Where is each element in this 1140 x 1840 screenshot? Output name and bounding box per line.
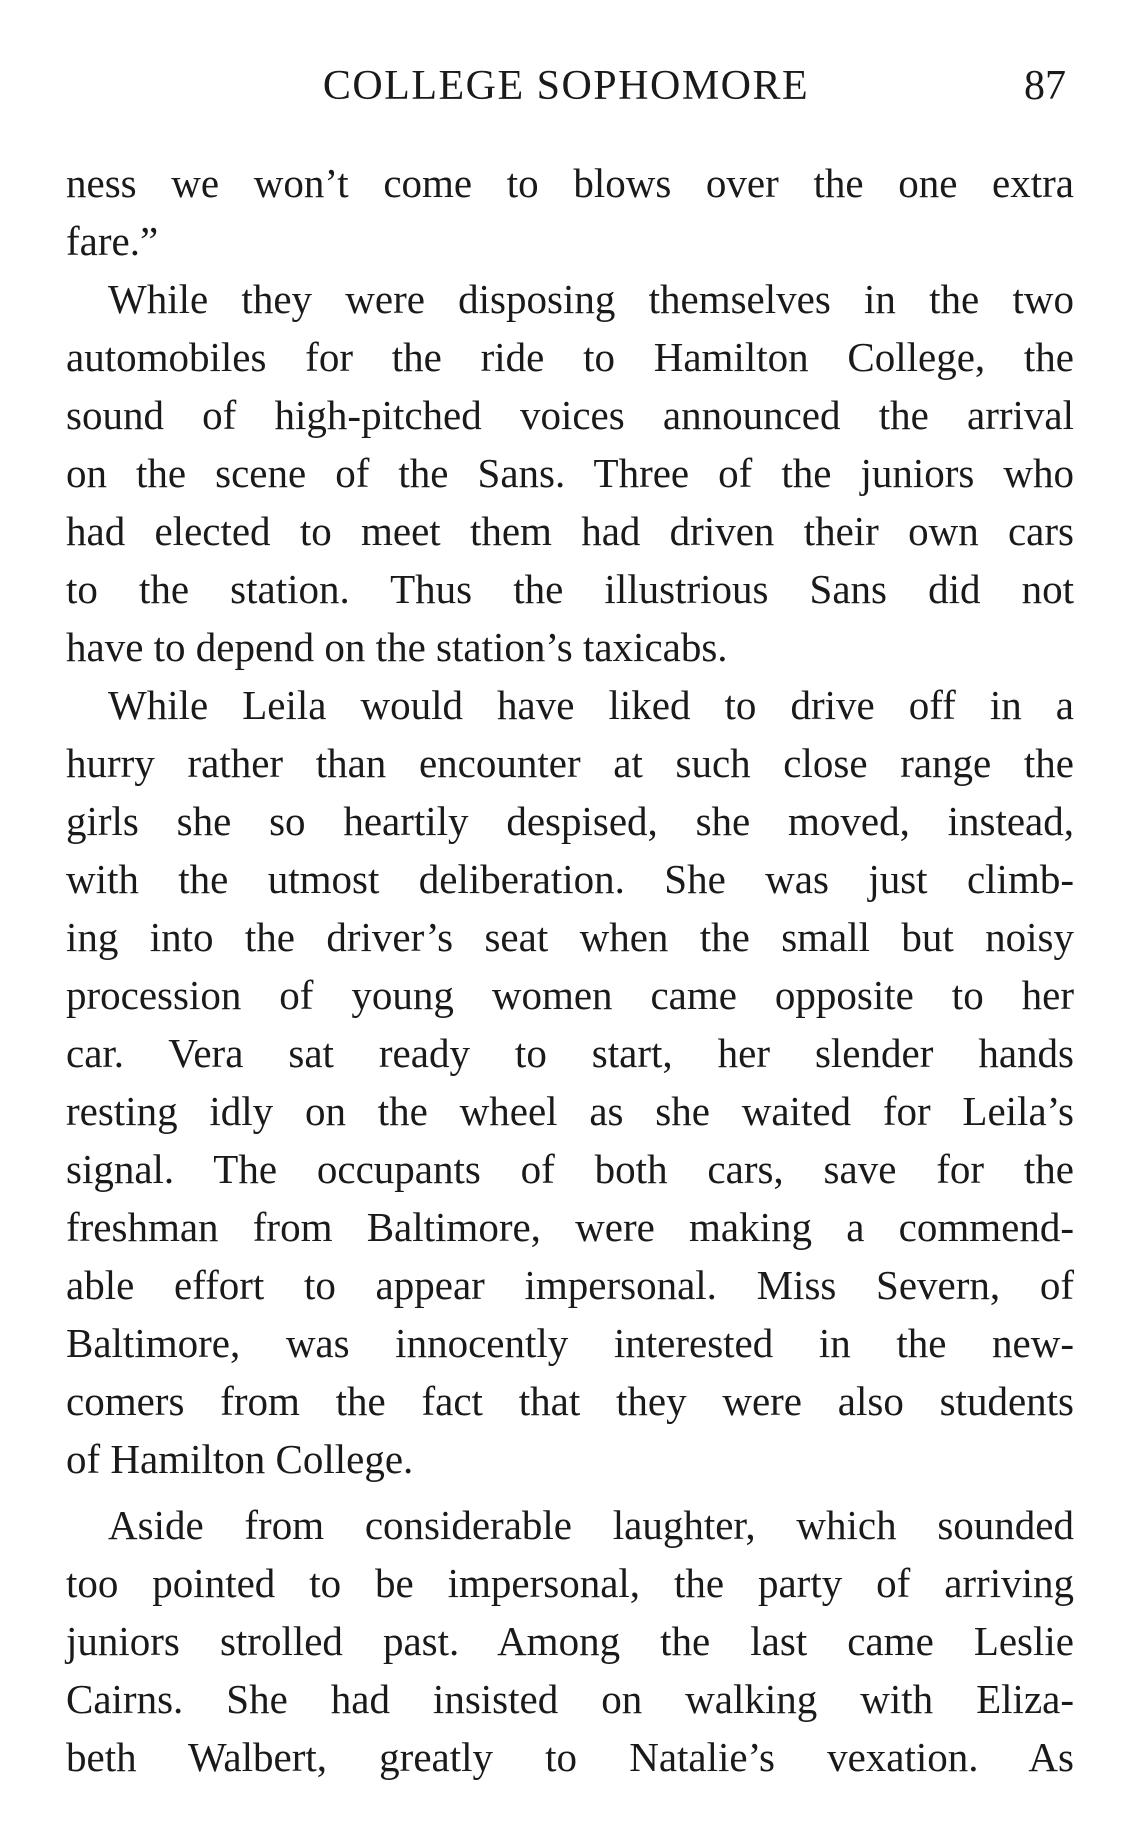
text-line: sound of high-pitched voices announced the arrival xyxy=(66,392,1074,438)
text-line: Baltimore, was innocently interested in the new- xyxy=(66,1320,1074,1366)
text-line: to the station. Thus the illustrious Sans did not xyxy=(66,566,1074,612)
text-line: procession of young women came opposite to her xyxy=(66,972,1074,1018)
text-line: on the scene of the Sans. Three of the juniors who xyxy=(66,450,1074,496)
text-line: While they were disposing themselves in the two xyxy=(108,276,1074,322)
running-head xyxy=(66,62,1066,110)
text-line: freshman from Baltimore, were making a commend- xyxy=(66,1204,1074,1250)
text-line: juniors strolled past. Among the last came Leslie xyxy=(66,1618,1074,1664)
text-line: ing into the driver’s seat when the small but noisy xyxy=(66,914,1074,960)
paragraph xyxy=(66,270,1074,676)
page-number: 87 xyxy=(1024,63,1066,109)
text-line: comers from the fact that they were also students xyxy=(66,1378,1074,1424)
running-title: COLLEGE SOPHOMORE xyxy=(322,63,810,109)
text-line: Aside from considerable laughter, which sounded xyxy=(108,1502,1074,1548)
text-line: had elected to meet them had driven their own cars xyxy=(66,508,1074,554)
text-line: of Hamilton College. xyxy=(66,1436,414,1482)
text-line: automobiles for the ride to Hamilton College, the xyxy=(66,334,1074,380)
text-line: with the utmost deliberation. She was just climb- xyxy=(66,856,1074,902)
text-line: girls she so heartily despised, she moved, instead, xyxy=(66,798,1074,844)
text-line: resting idly on the wheel as she waited for Leila’s xyxy=(66,1088,1074,1134)
text-line: hurry rather than encounter at such close range the xyxy=(66,740,1074,786)
text-line: able effort to appear impersonal. Miss Severn, of xyxy=(66,1262,1074,1308)
text-line: fare.” xyxy=(66,218,159,264)
text-line: ness we won’t come to blows over the one extra xyxy=(66,160,1074,206)
paragraph xyxy=(66,676,1074,1488)
text-line: too pointed to be impersonal, the party of arriving xyxy=(66,1560,1074,1606)
body-text xyxy=(66,154,1074,1786)
paragraph xyxy=(66,1496,1074,1786)
paragraph-gap xyxy=(66,1488,1074,1496)
text-line: car. Vera sat ready to start, her slender hands xyxy=(66,1030,1074,1076)
text-line: While Leila would have liked to drive off in a xyxy=(108,682,1074,728)
text-line: have to depend on the station’s taxicabs. xyxy=(66,624,728,670)
text-line: signal. The occupants of both cars, save for the xyxy=(66,1146,1074,1192)
paragraph-continued xyxy=(66,154,1074,270)
text-line: Cairns. She had insisted on walking with Eliza- xyxy=(66,1676,1074,1722)
text-line: beth Walbert, greatly to Natalie’s vexation. As xyxy=(66,1734,1074,1780)
